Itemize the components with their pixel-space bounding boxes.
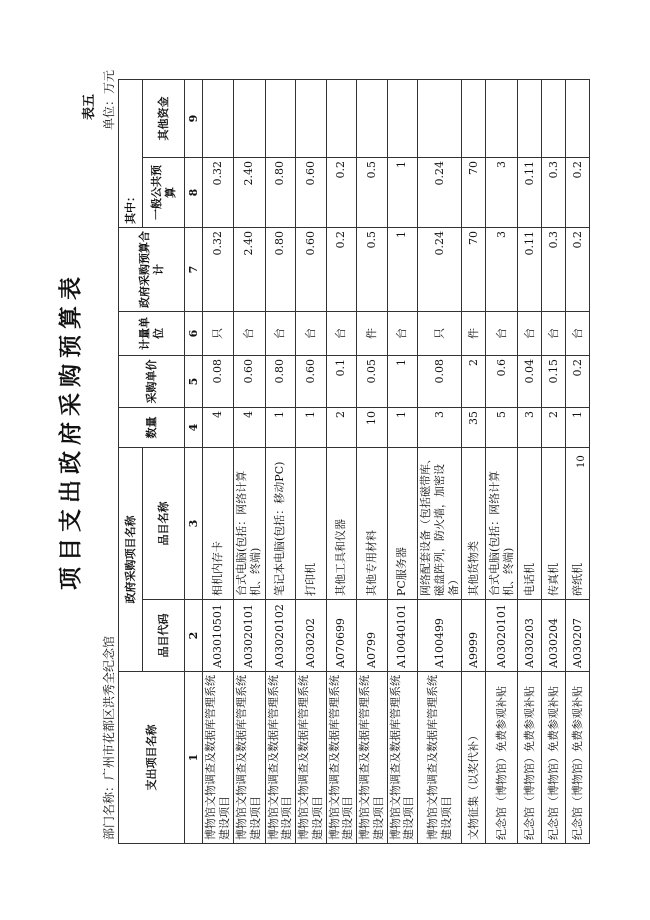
item-code-cell: A030204	[542, 600, 566, 672]
item-name-cell: 碎纸机	[566, 448, 590, 600]
other-funds-cell	[486, 80, 518, 158]
general-budget-cell: 0.11	[518, 158, 542, 228]
quantity-cell: 1	[265, 408, 296, 448]
unit-price-cell: 0.15	[542, 356, 566, 408]
project-cell: 博物馆文物调查及数据库管理系统建设项目	[265, 672, 296, 844]
item-code-cell: A03020101	[486, 600, 518, 672]
item-code-cell: A9999	[462, 600, 486, 672]
item-code-cell: A03020101	[233, 600, 265, 672]
quantity-cell: 35	[462, 408, 486, 448]
general-budget-cell: 0.3	[542, 158, 566, 228]
quantity-cell: 1	[296, 408, 327, 448]
item-code-cell: A030202	[296, 600, 327, 672]
item-name-cell: 打印机	[296, 448, 327, 600]
other-funds-cell	[518, 80, 542, 158]
total-cell: 0.11	[518, 228, 542, 312]
item-name-cell: 其他专用材料	[357, 448, 388, 600]
measure-unit-cell: 台	[387, 312, 418, 356]
table-row	[518, 80, 542, 844]
item-name-cell: 笔记本电脑(包括：移动PC)	[265, 448, 296, 600]
col-num: 2	[185, 600, 203, 672]
project-cell: 博物馆文物调查及数据库管理系统建设项目	[387, 672, 418, 844]
item-code-cell: A030207	[566, 600, 590, 672]
table-body	[203, 80, 590, 844]
header-item-code: 品目代码	[143, 600, 185, 672]
col-num: 6	[185, 312, 203, 356]
other-funds-cell	[418, 80, 462, 158]
other-funds-cell	[542, 80, 566, 158]
total-cell: 3	[486, 228, 518, 312]
unit-label: 单位：万元	[102, 69, 116, 130]
item-code-cell: A03010501	[203, 600, 234, 672]
unit-price-cell: 2	[462, 356, 486, 408]
table-row	[233, 80, 265, 844]
item-name-cell: 电话机	[518, 448, 542, 600]
quantity-cell: 4	[233, 408, 265, 448]
project-cell: 纪念馆（博物馆）免费参观补贴	[518, 672, 542, 844]
table-row	[387, 80, 418, 844]
total-cell: 2.40	[233, 228, 265, 312]
measure-unit-cell: 件	[357, 312, 388, 356]
general-budget-cell: 0.60	[296, 158, 327, 228]
unit-price-cell: 0.60	[233, 356, 265, 408]
other-funds-cell	[357, 80, 388, 158]
measure-unit-cell: 台	[542, 312, 566, 356]
col-num: 5	[185, 356, 203, 408]
unit-price-cell: 0.2	[566, 356, 590, 408]
item-code-cell: A10040101	[387, 600, 418, 672]
other-funds-cell	[462, 80, 486, 158]
other-funds-cell	[387, 80, 418, 158]
total-cell: 0.3	[542, 228, 566, 312]
item-code-cell: A100499	[418, 600, 462, 672]
unit-price-cell: 0.05	[357, 356, 388, 408]
general-budget-cell: 0.2	[566, 158, 590, 228]
project-cell: 纪念馆（博物馆）免费参观补贴	[566, 672, 590, 844]
project-cell: 纪念馆（博物馆）免费参观补贴	[486, 672, 518, 844]
general-budget-cell: 1	[387, 158, 418, 228]
table-row	[542, 80, 566, 844]
total-cell: 0.32	[203, 228, 234, 312]
measure-unit-cell: 台	[296, 312, 327, 356]
total-cell: 1	[387, 228, 418, 312]
col-num: 9	[185, 80, 203, 158]
procurement-table	[118, 79, 590, 844]
item-code-cell: A03020102	[265, 600, 296, 672]
col-num: 4	[185, 408, 203, 448]
header-total: 政府采购预算合计	[119, 228, 185, 312]
unit-price-cell: 0.04	[518, 356, 542, 408]
item-code-cell: A0799	[357, 600, 388, 672]
page-title: 项目支出政府采购预算表	[57, 271, 84, 590]
project-cell: 文物征集（以奖代补）	[462, 672, 486, 844]
measure-unit-cell: 件	[462, 312, 486, 356]
measure-unit-cell: 台	[486, 312, 518, 356]
quantity-cell: 5	[486, 408, 518, 448]
total-cell: 70	[462, 228, 486, 312]
measure-unit-cell: 台	[518, 312, 542, 356]
measure-unit-cell: 台	[326, 312, 357, 356]
quantity-cell: 3	[418, 408, 462, 448]
general-budget-cell: 0.32	[203, 158, 234, 228]
general-budget-cell: 0.5	[357, 158, 388, 228]
other-funds-cell	[296, 80, 327, 158]
table-row	[418, 80, 462, 844]
table-row	[265, 80, 296, 844]
measure-unit-cell: 台	[566, 312, 590, 356]
unit-price-cell: 0.60	[296, 356, 327, 408]
total-cell: 0.60	[296, 228, 327, 312]
item-name-cell: 其他工具和仪器	[326, 448, 357, 600]
table-row	[357, 80, 388, 844]
header-quantity: 数量	[119, 408, 185, 448]
project-cell: 博物馆文物调查及数据库管理系统建设项目	[326, 672, 357, 844]
table-row	[326, 80, 357, 844]
item-name-cell: 其他货物类	[462, 448, 486, 600]
unit-price-cell: 0.08	[418, 356, 462, 408]
quantity-cell: 4	[203, 408, 234, 448]
project-cell: 纪念馆（博物馆）免费参观补贴	[542, 672, 566, 844]
item-name-cell: PC服务器	[387, 448, 418, 600]
table-row	[462, 80, 486, 844]
project-cell: 博物馆文物调查及数据库管理系统建设项目	[418, 672, 462, 844]
unit-price-cell: 0.6	[486, 356, 518, 408]
item-name-cell: 台式电脑(包括：网络计算机、终端)	[233, 448, 265, 600]
other-funds-cell	[233, 80, 265, 158]
table-row	[203, 80, 234, 844]
item-name-cell: 台式电脑(包括：网络计算机、终端)	[486, 448, 518, 600]
project-cell: 博物馆文物调查及数据库管理系统建设项目	[203, 672, 234, 844]
general-budget-cell: 0.80	[265, 158, 296, 228]
general-budget-cell: 3	[486, 158, 518, 228]
quantity-cell: 2	[542, 408, 566, 448]
total-cell: 0.5	[357, 228, 388, 312]
total-cell: 0.24	[418, 228, 462, 312]
measure-unit-cell: 台	[233, 312, 265, 356]
header-unit-price: 采购单价	[119, 356, 185, 408]
unit-price-cell: 1	[387, 356, 418, 408]
page-number: 10	[576, 455, 587, 468]
measure-unit-cell: 台	[265, 312, 296, 356]
unit-price-cell: 0.08	[203, 356, 234, 408]
measure-unit-cell: 只	[418, 312, 462, 356]
general-budget-cell: 70	[462, 158, 486, 228]
unit-price-cell: 0.80	[265, 356, 296, 408]
header-measure-unit: 计量单位	[119, 312, 185, 356]
project-cell: 博物馆文物调查及数据库管理系统建设项目	[233, 672, 265, 844]
general-budget-cell: 2.40	[233, 158, 265, 228]
header-of-which: 其中：	[119, 80, 143, 228]
header-other-funds: 其他资金	[143, 80, 185, 158]
header-project-name: 支出项目名称	[119, 672, 185, 844]
total-cell: 0.2	[566, 228, 590, 312]
quantity-cell: 3	[518, 408, 542, 448]
total-cell: 0.80	[265, 228, 296, 312]
general-budget-cell: 0.2	[326, 158, 357, 228]
other-funds-cell	[326, 80, 357, 158]
col-num: 3	[185, 448, 203, 600]
other-funds-cell	[265, 80, 296, 158]
general-budget-cell: 0.24	[418, 158, 462, 228]
quantity-cell: 1	[566, 408, 590, 448]
col-num: 7	[185, 228, 203, 312]
quantity-cell: 2	[326, 408, 357, 448]
item-name-cell: 相机内存卡	[203, 448, 234, 600]
other-funds-cell	[566, 80, 590, 158]
table-row	[296, 80, 327, 844]
quantity-cell: 10	[357, 408, 388, 448]
department-name: 部门名称：广州市花都区洪秀全纪念馆	[102, 635, 116, 840]
header-item-name: 品目名称	[143, 448, 185, 600]
project-cell: 博物馆文物调查及数据库管理系统建设项目	[357, 672, 388, 844]
item-code-cell: A070699	[326, 600, 357, 672]
project-cell: 博物馆文物调查及数据库管理系统建设项目	[296, 672, 327, 844]
col-num: 1	[185, 672, 203, 844]
quantity-cell: 1	[387, 408, 418, 448]
col-num: 8	[185, 158, 203, 228]
unit-price-cell: 0.1	[326, 356, 357, 408]
header-purchase-project: 政府采购项目名称	[119, 448, 143, 672]
measure-unit-cell: 只	[203, 312, 234, 356]
other-funds-cell	[203, 80, 234, 158]
table-row	[486, 80, 518, 844]
item-code-cell: A030203	[518, 600, 542, 672]
header-general-budget: 一般公共预算	[143, 158, 185, 228]
item-name-cell: 网络配套设备（包括磁带库、磁盘阵列，防火墙，加密设备）	[418, 448, 462, 600]
total-cell: 0.2	[326, 228, 357, 312]
item-name-cell: 传真机	[542, 448, 566, 600]
table-label: 表五	[82, 93, 97, 120]
